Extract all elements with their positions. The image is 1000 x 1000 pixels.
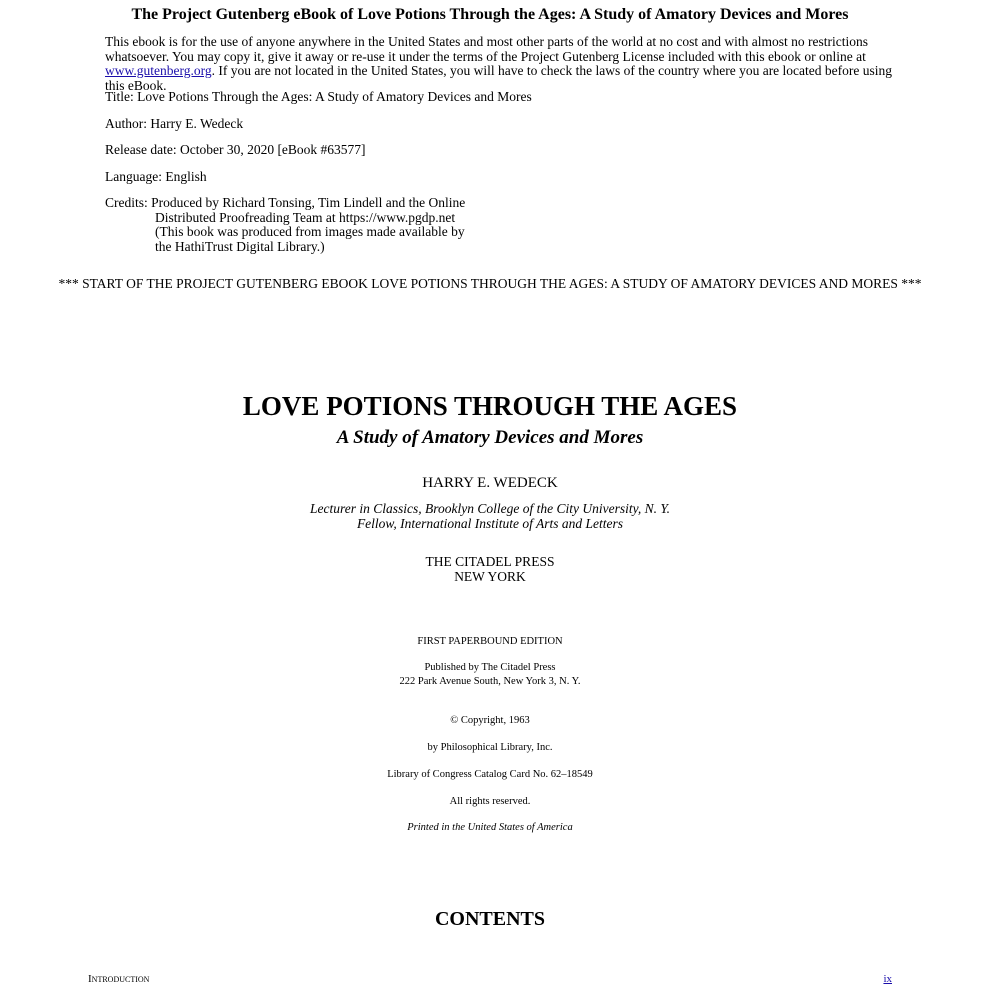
meta-release-date: Release date: October 30, 2020 [eBook #63577] (105, 142, 366, 157)
catalog-card-number: Library of Congress Catalog Card No. 62–18549 (387, 769, 593, 780)
meta-author: Author: Harry E. Wedeck (105, 116, 244, 131)
book-author: HARRY E. WEDECK (422, 475, 558, 491)
toc-page-link[interactable]: ix (883, 973, 892, 985)
book-subtitle: A Study of Amatory Devices and Mores (336, 427, 644, 448)
ebook-header-title: The Project Gutenberg eBook of Love Potions Through the Ages: A Study of Amatory Devices and Mores (131, 6, 849, 23)
copyright-notice: © Copyright, 1963 (450, 715, 530, 726)
affiliation-line-1: Lecturer in Classics, Brooklyn College of the City University, N. Y. (310, 501, 670, 516)
meta-title: Title: Love Potions Through the Ages: A Study of Amatory Devices and Mores (105, 89, 532, 104)
gutenberg-link[interactable]: www.gutenberg.org (105, 63, 212, 78)
contents-heading: CONTENTS (434, 908, 546, 930)
publisher-name: THE CITADEL PRESS (425, 554, 555, 569)
edition-note: FIRST PAPERBOUND EDITION (417, 636, 563, 647)
toc-item-label: Introduction (88, 973, 150, 985)
publication-info (0, 661, 980, 689)
start-of-ebook-marker: *** START OF THE PROJECT GUTENBERG EBOOK LOVE POTIONS THROUGH THE AGES: A STUDY OF AMATORY DEVICES AND MORES *** (58, 276, 922, 291)
toc-row (88, 972, 892, 986)
printed-in: Printed in the United States of America (407, 822, 573, 833)
published-by: Published by The Citadel Press (424, 662, 556, 673)
publisher-block (0, 555, 980, 584)
rights-reserved: All rights reserved. (449, 796, 531, 807)
credits-first-line: Credits: Produced by Richard Tonsing, Tim Lindell and the Online (105, 195, 466, 210)
copyright-holder: by Philosophical Library, Inc. (427, 742, 553, 753)
credits-continuation: Distributed Proofreading Team at https://www.pgdp.net (This book was produced from images made available by the HathiTrust Digital Library.) (155, 209, 465, 254)
affiliation-line-2: Fellow, International Institute of Arts and Letters (356, 515, 624, 531)
intro-text-after-link: . If you are not located in the United States, you will have to check the laws of the country where you are located before using this eBook. (105, 63, 893, 93)
meta-credits (105, 196, 475, 254)
meta-language: Language: English (105, 169, 207, 184)
publisher-address: 222 Park Avenue South, New York 3, N. Y. (399, 676, 581, 687)
intro-text-before-link: This ebook is for the use of anyone anywhere in the United States and most other parts of the world at no cost and with almost no restrictions whatsoever. You may copy it, give it away or re-use it under the terms of the Project Gutenberg License included with this ebook or online at (105, 34, 868, 64)
publisher-city: NEW YORK (454, 568, 526, 584)
book-title: LOVE POTIONS THROUGH THE AGES (242, 391, 738, 421)
author-affiliation (0, 502, 980, 531)
license-intro-paragraph (105, 35, 905, 93)
